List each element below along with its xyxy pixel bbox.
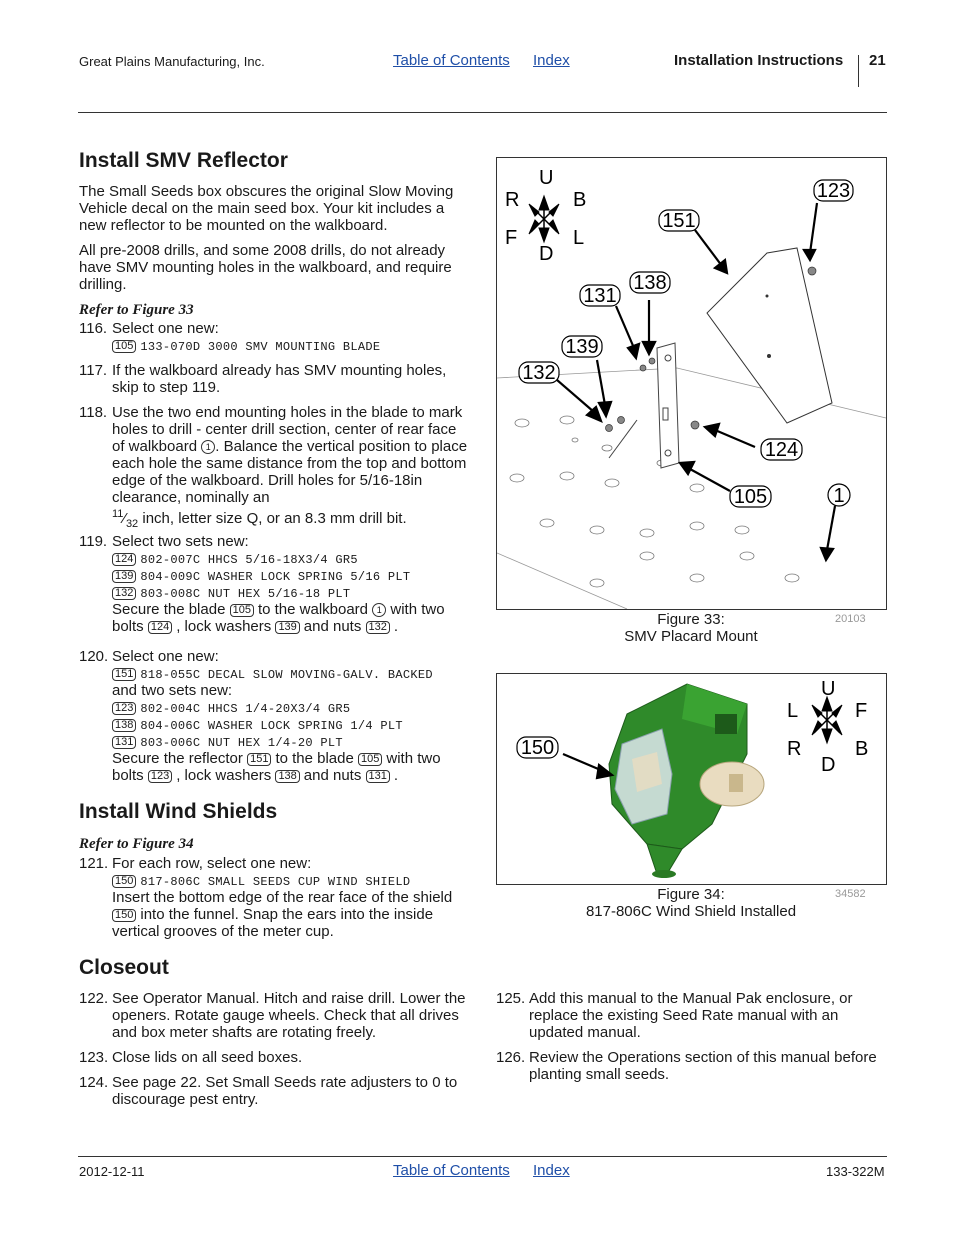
step-121: 121. For each row, select one new: 150 817-806C SMALL SEEDS CUP WIND SHIELD Insert the bottom edge of the rear face of the shield 150 into the funnel. Snap the ears into the inside vertical grooves of the meter cup. [79,855,453,940]
figure-34-frame [496,673,887,885]
header-rule [78,112,887,113]
figure-33-id: 20103 [835,613,866,625]
step-119: 119. Select two sets new: 124 802-007C HHCS 5/16-18X3/4 GR5 139 804-009C WASHER LOCK SPRING 5/16 PLT 132 803-008C NUT HEX 5/16-18 PLT Secure the blade 105 to the walkboard 1 with two bolts 124 , lock washers 139 and nuts 132 . [79,533,445,635]
compass-d-label: D [821,754,836,776]
page-number: 21 [869,52,886,69]
closeout-heading: Closeout [79,956,169,979]
step-124: 124. See page 22. Set Small Seeds rate adjusters to 0 to discourage pest entry. [79,1074,458,1108]
footer-doc-number: 133-322M [826,1164,885,1179]
compass-r-label: R [505,189,520,211]
callout-123: 123 [816,180,851,202]
callout-138: 138 [633,272,667,294]
callout-124: 124 [764,439,799,461]
footer-date: 2012-12-11 [79,1164,145,1179]
section-name: Installation Instructions [674,52,844,69]
company-name: Great Plains Manufacturing, Inc. [79,54,265,69]
step-123: 123. Close lids on all seed boxes. [79,1049,303,1066]
figure-33-caption-number: Figure 33: [657,611,725,628]
callout-131: 131 [583,285,617,307]
footer-toc-link[interactable]: Table of Contents [393,1162,510,1179]
step-116: 116. Select one new: 105 133-070D 3000 SMV MOUNTING BLADE [79,320,381,354]
toc-link[interactable]: Table of Contents [393,52,510,69]
index-link[interactable]: Index [533,52,570,69]
compass-b-label: B [573,189,587,211]
figure-34-caption-title: 817-806C Wind Shield Installed [585,903,797,920]
compass-d-label: D [539,243,554,265]
figure-33-caption-title: SMV Placard Mount [624,628,758,645]
smv-figure-ref: Refer to Figure 33 [79,302,194,318]
compass-r-label: R [787,738,802,760]
compass-u-label: U [539,167,554,189]
smv-mount-illustration [497,158,886,609]
smv-drilling-note: All pre-2008 drills, and some 2008 drills, do not already have SMV mounting holes in the walkboard, and require drilling. [79,242,452,293]
wind-heading: Install Wind Shields [79,800,278,823]
callout-circle: 1 [201,440,215,454]
footer-index-link[interactable]: Index [533,1162,570,1179]
callout-132: 132 [522,362,556,384]
figure-34-id: 34582 [835,888,866,900]
compass-f-label: F [505,227,518,249]
smv-heading: Install SMV Reflector [79,149,288,172]
figure-34-caption-number: Figure 34: [657,886,725,903]
callout-105: 105 [733,486,768,508]
compass-l-label: L [787,700,799,722]
footer-rule [78,1156,887,1157]
step-126: 126. Review the Operations section of this manual before planting small seeds. [496,1049,877,1083]
compass-l-label: L [573,227,585,249]
step-122: 122. See Operator Manual. Hitch and raise drill. Lower the openers. Rotate gauge wheels. Check that all drives and box meter shafts are rotating freely. [79,990,466,1041]
callout-151: 151 [662,210,696,232]
smv-intro: The Small Seeds box obscures the original Slow Moving Vehicle decal on the main seed box. Your kit includes a new reflector to be mounted on the walkboard. [79,183,454,234]
wind-shield-illustration [497,674,886,884]
step-117: 117. If the walkboard already has SMV mounting holes, skip to step 119. [79,362,447,396]
compass-u-label: U [821,678,836,700]
step-120: 120. Select one new: 151 818-055C DECAL SLOW MOVING-GALV. BACKED and two sets new: 123 802-004C HHCS 1/4-20X3/4 GR5 138 804-006C WASHER LOCK SPRING 1/4 PLT 131 803-006C NUT HEX 1/4-20 PLT Secure the reflector 151 to the blade 105 with two bolts 123 , lock washers 138 and nuts 131 . [79,648,441,784]
callout-150: 150 [520,737,555,759]
compass-b-label: B [855,738,869,760]
wind-figure-ref: Refer to Figure 34 [79,836,194,852]
step-118: 118. Use the two end mounting holes in the blade to mark holes to drill - center drill section, center of rear face of walkboard 1 . Balance the vertical position to place each hole the same distance from the top and bottom edge of the walkboard. Drill holes for 5/16-18in clearance, nominally an $^{11}⁄_{32}$ inch, letter size Q, or an 8.3 mm drill bit. [79,404,468,530]
callout-1: 1 [833,485,845,507]
header-divider [858,55,859,87]
figure-33-frame [496,157,887,610]
step-125: 125. Add this manual to the Manual Pak enclosure, or replace the existing Seed Rate manual with an updated manual. [496,990,853,1041]
part-tag: 105 [112,340,136,353]
callout-139: 139 [565,336,599,358]
compass-f-label: F [855,700,868,722]
